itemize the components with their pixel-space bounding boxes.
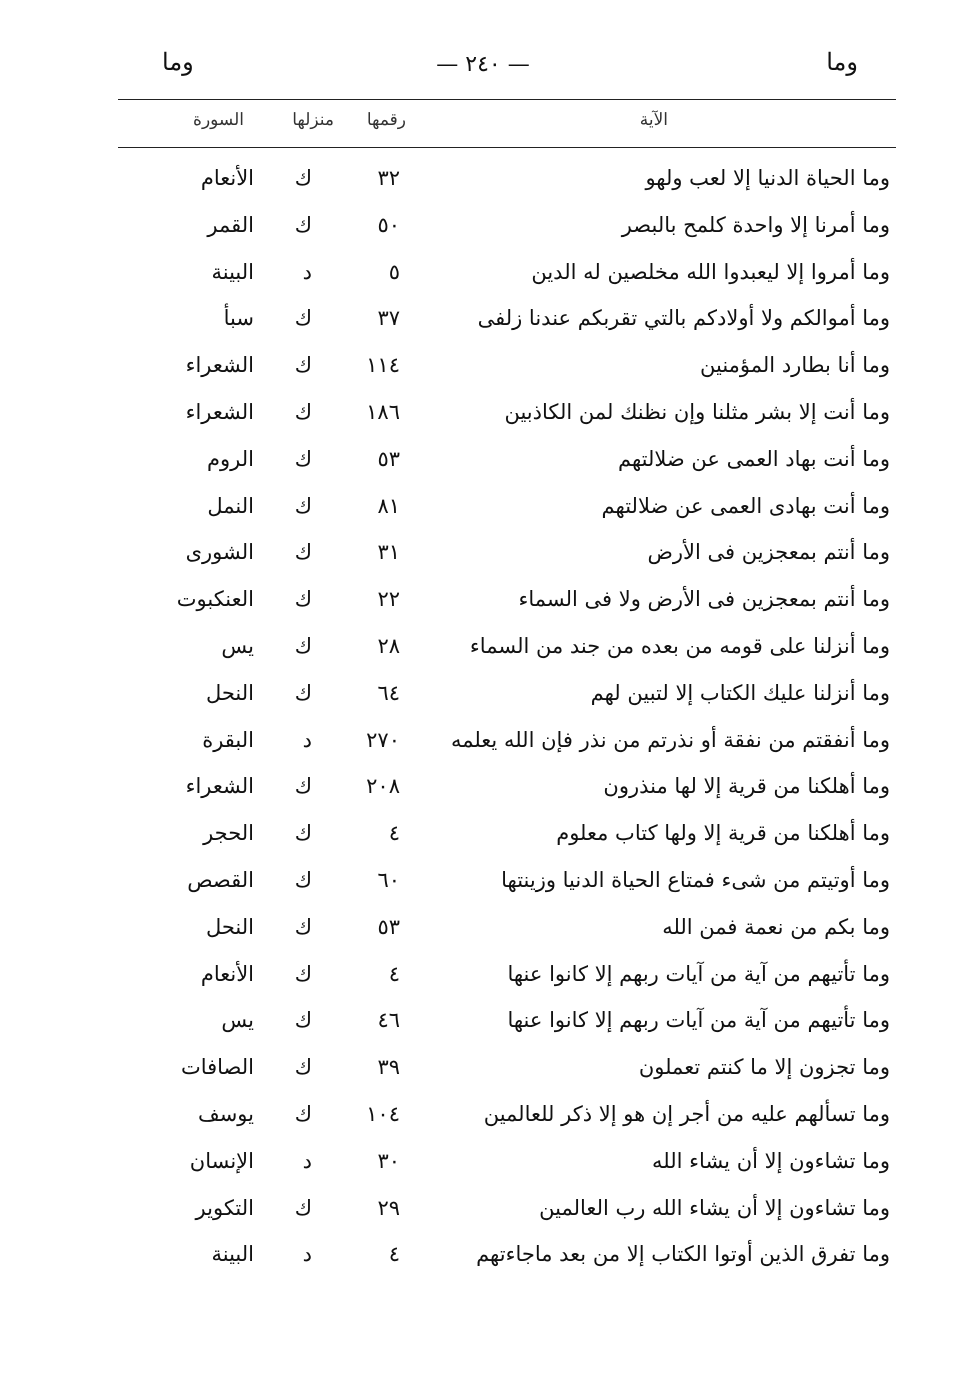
sura-name: القمر xyxy=(207,212,254,237)
ayah-text: وما أنت بهادى العمى عن ضلالتهم xyxy=(601,493,890,518)
ayah-number: ٥٣ xyxy=(377,914,400,939)
ayah-text: وما بكم من نعمة فمن الله xyxy=(662,914,890,939)
table-row xyxy=(0,673,966,720)
ayah-number: ٣٧ xyxy=(377,306,400,331)
header-running-word-right: وما xyxy=(826,48,858,76)
revelation-place: د xyxy=(302,1148,312,1173)
index-table xyxy=(0,158,966,1281)
sura-name: الحجر xyxy=(203,821,254,846)
ayah-number: ١٨٦ xyxy=(366,399,400,424)
table-row xyxy=(0,1234,966,1281)
sura-name: الروم xyxy=(207,446,254,471)
ayah-text: وما تشاءون إلا أن يشاء الله رب العالمين xyxy=(539,1195,890,1220)
revelation-place: ك xyxy=(294,212,312,237)
sura-name: الشعراء xyxy=(185,399,254,424)
ayah-text: وما أنزلنا على قومه من بعده من جند من السماء xyxy=(469,633,890,658)
sura-name: الشعراء xyxy=(185,353,254,378)
ayah-text: وما أمروا إلا ليعبدوا الله مخلصين له الدين xyxy=(531,259,890,284)
ayah-text: وما أنت بهاد العمى عن ضلالتهم xyxy=(617,446,890,471)
ayah-text: وما أنتم بمعجزين فى الأرض xyxy=(647,540,890,565)
ayah-text: وما أمرنا إلا واحدة كلمح بالبصر xyxy=(621,212,890,237)
ayah-number: ٤٦ xyxy=(377,1008,400,1033)
revelation-place: ك xyxy=(294,1195,312,1220)
sura-name: يس xyxy=(221,1008,254,1033)
sura-name: البينة xyxy=(211,259,254,284)
ayah-text: وما تسألهم عليه من أجر إن هو إلا ذكر للعالمين xyxy=(483,1101,890,1126)
ayah-text: وما أنا بطارد المؤمنين xyxy=(700,353,890,378)
revelation-place: ك xyxy=(294,633,312,658)
sura-name: سبأ xyxy=(223,306,254,331)
ayah-number: ٢٠٨ xyxy=(366,774,400,799)
ayah-number: ٣١ xyxy=(377,540,400,565)
sura-name: الإنسان xyxy=(189,1148,254,1173)
sura-name: النحل xyxy=(205,914,254,939)
sura-name: البينة xyxy=(211,1242,254,1267)
revelation-place: ك xyxy=(294,680,312,705)
ayah-text: وما أنفقتم من نفقة أو نذرتم من نذر فإن الله يعلمه xyxy=(450,727,890,752)
ayah-number: ٣٩ xyxy=(377,1055,400,1080)
ayah-text: وما أنزلنا عليك الكتاب إلا لتبين لهم xyxy=(590,680,890,705)
page-number: — ٢٤٠ — xyxy=(436,52,530,77)
ayah-number: ٢٩ xyxy=(377,1195,400,1220)
revelation-place: ك xyxy=(294,540,312,565)
revelation-place: ك xyxy=(294,867,312,892)
table-row xyxy=(0,158,966,205)
revelation-place: ك xyxy=(294,961,312,986)
ayah-text: وما أهلكنا من قرية إلا ولها كتاب معلوم xyxy=(556,821,890,846)
ayah-text: وما تفرق الذين أوتوا الكتاب إلا من بعد ماجاءتهم xyxy=(476,1242,890,1267)
sura-name: التكوير xyxy=(195,1195,254,1220)
table-row xyxy=(0,766,966,813)
table-row xyxy=(0,813,966,860)
table-row xyxy=(0,860,966,907)
revelation-place: ك xyxy=(294,306,312,331)
table-row xyxy=(0,1141,966,1188)
table-row xyxy=(0,1047,966,1094)
sura-name: البقرة xyxy=(202,727,254,752)
revelation-place: ك xyxy=(294,166,312,190)
sura-name: الأنعام xyxy=(200,961,254,986)
table-row xyxy=(0,626,966,673)
ayah-text: وما تشاءون إلا أن يشاء الله xyxy=(652,1148,890,1173)
revelation-place: ك xyxy=(294,399,312,424)
sura-name: القصص xyxy=(187,867,254,892)
revelation-place: ك xyxy=(294,774,312,799)
revelation-place: ك xyxy=(294,1055,312,1080)
ayah-text: وما تجزون إلا ما كنتم تعملون xyxy=(638,1055,890,1080)
sura-name: الأنعام xyxy=(200,166,254,190)
revelation-place: د xyxy=(302,727,312,752)
ayah-text: وما أنتم بمعجزين فى الأرض ولا فى السماء xyxy=(518,587,890,612)
revelation-place: د xyxy=(302,259,312,284)
ayah-number: ٥٣ xyxy=(377,446,400,471)
revelation-place: ك xyxy=(294,1008,312,1033)
table-row xyxy=(0,1094,966,1141)
ayah-text: وما تأتيهم من آية من آيات ربهم إلا كانوا عنها xyxy=(507,961,890,986)
sura-name: العنكبوت xyxy=(176,587,254,612)
sura-name: النمل xyxy=(207,493,254,518)
column-header-place: منزلها xyxy=(292,110,334,130)
revelation-place: ك xyxy=(294,914,312,939)
ayah-number: ١١٤ xyxy=(366,353,400,378)
ayah-number: ٤ xyxy=(388,961,400,986)
ayah-number: ٤ xyxy=(388,821,400,846)
revelation-place: ك xyxy=(294,1101,312,1126)
ayah-number: ٨١ xyxy=(377,493,400,518)
ayah-number: ٢٧٠ xyxy=(366,727,400,752)
ayah-text: وما أموالكم ولا أولادكم بالتي تقربكم عندنا زلفى xyxy=(477,306,890,331)
ayah-text: وما أوتيتم من شىء فمتاع الحياة الدنيا وزينتها xyxy=(501,867,890,892)
table-row xyxy=(0,954,966,1001)
table-row xyxy=(0,1188,966,1235)
table-row xyxy=(0,439,966,486)
ayah-text: وما تأتيهم من آية من آيات ربهم إلا كانوا عنها xyxy=(507,1008,890,1033)
table-row xyxy=(0,532,966,579)
table-row xyxy=(0,579,966,626)
sura-name: يوسف xyxy=(197,1101,254,1126)
sura-name: النحل xyxy=(205,680,254,705)
ayah-text: وما الحياة الدنيا إلا لعب ولهو xyxy=(645,166,890,190)
ayah-text: وما أنت إلا بشر مثلنا وإن نظنك لمن الكاذبين xyxy=(504,399,890,424)
sura-name: الشورى xyxy=(185,540,254,565)
column-header-sura: السورة xyxy=(193,110,244,130)
sura-name: الشعراء xyxy=(185,774,254,799)
ayah-number: ٢٢ xyxy=(377,587,400,612)
ayah-text: وما أهلكنا من قرية إلا لها منذرون xyxy=(603,774,890,799)
revelation-place: ك xyxy=(294,821,312,846)
ayah-number: ٥٠ xyxy=(377,212,400,237)
column-header-number: رقمها xyxy=(366,110,406,130)
table-row xyxy=(0,907,966,954)
table-row xyxy=(0,392,966,439)
revelation-place: ك xyxy=(294,446,312,471)
table-row xyxy=(0,205,966,252)
table-row xyxy=(0,720,966,767)
sura-name: الصافات xyxy=(180,1055,254,1080)
sura-name: يس xyxy=(221,633,254,658)
ayah-number: ٦٠ xyxy=(377,867,400,892)
table-row xyxy=(0,252,966,299)
ayah-number: ٦٤ xyxy=(377,680,400,705)
revelation-place: ك xyxy=(294,353,312,378)
revelation-place: د xyxy=(302,1242,312,1267)
table-row xyxy=(0,345,966,392)
column-header-divider xyxy=(118,147,896,148)
table-row xyxy=(0,1000,966,1047)
ayah-number: ١٠٤ xyxy=(366,1101,400,1126)
table-row xyxy=(0,486,966,533)
ayah-number: ٣٢ xyxy=(377,166,400,190)
ayah-number: ٢٨ xyxy=(377,633,400,658)
ayah-number: ٤ xyxy=(388,1242,400,1267)
ayah-number: ٥ xyxy=(388,259,400,284)
header-running-word-left: وما xyxy=(162,48,194,76)
ayah-number: ٣٠ xyxy=(377,1148,400,1173)
table-row xyxy=(0,298,966,345)
revelation-place: ك xyxy=(294,587,312,612)
header-divider xyxy=(118,99,896,100)
revelation-place: ك xyxy=(294,493,312,518)
column-header-ayah: الآية xyxy=(639,110,668,130)
